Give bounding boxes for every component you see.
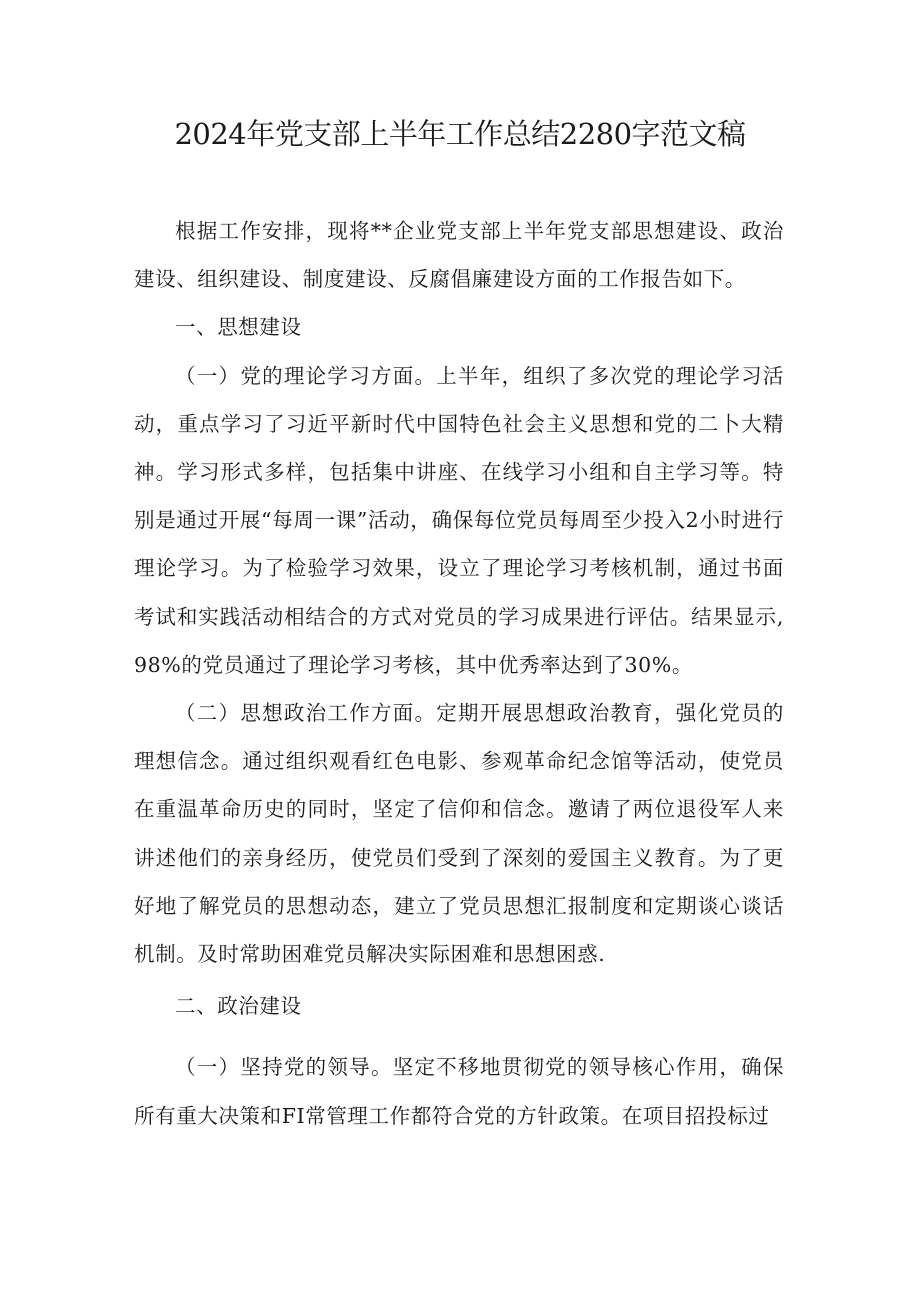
section-heading-ideology: 一、思想建设	[175, 315, 302, 340]
document-title: 2024年党支部上半年工作总结2280字范文稿	[174, 117, 746, 151]
intro-paragraph: 根据工作安排，现将**企业党支部上半年党支部思想建设、政治建设、组织建设、制度建设、反腐倡廉建设方面的工作报告如下。	[134, 219, 784, 292]
document-body	[134, 207, 784, 1140]
section-heading-politics: 二、政治建设	[175, 994, 302, 1019]
paragraph-theory-study: （一）党的理论学习方面。上半年，组织了多次党的理论学习活动，重点学习了习近平新时代中国特色社会主义思想和党的二卜大精神。学习形式多样，包括集中讲座、在线学习小组和自主学习等。特别是通过开展“每周一课”活动，确保每位党员每周至少投入2小时进行理论学习。为了检验学习效果，设立了理论学习考核机制，通过书面考试和实践活动相结合的方式对党员的学习成果进行评估。结果显示, 98%的党员通过了理论学习考核，其中优秀率达到了30%。	[134, 363, 784, 677]
paragraph-party-leadership: （一）坚持党的领导。坚定不移地贯彻党的领导核心作用，确保所有重大决策和FI常管理工作都符合党的方针政策。在项目招投标过	[134, 1055, 784, 1128]
paragraph-political-work: （二）思想政治工作方面。定期开展思想政治教育，强化党员的理想信念。通过组织观看红色电影、参观革命纪念馆等活动，使党员在重温革命历史的同时，坚定了信仰和信念。邀请了两位退役军人来讲述他们的亲身经历，使党员们受到了深刻的爱国主义教育。为了更好地了解党员的思想动态，建立了党员思想汇报制度和定期谈心谈话机制。及时常助困难党员解决实际困难和思想困惑.	[134, 701, 784, 967]
